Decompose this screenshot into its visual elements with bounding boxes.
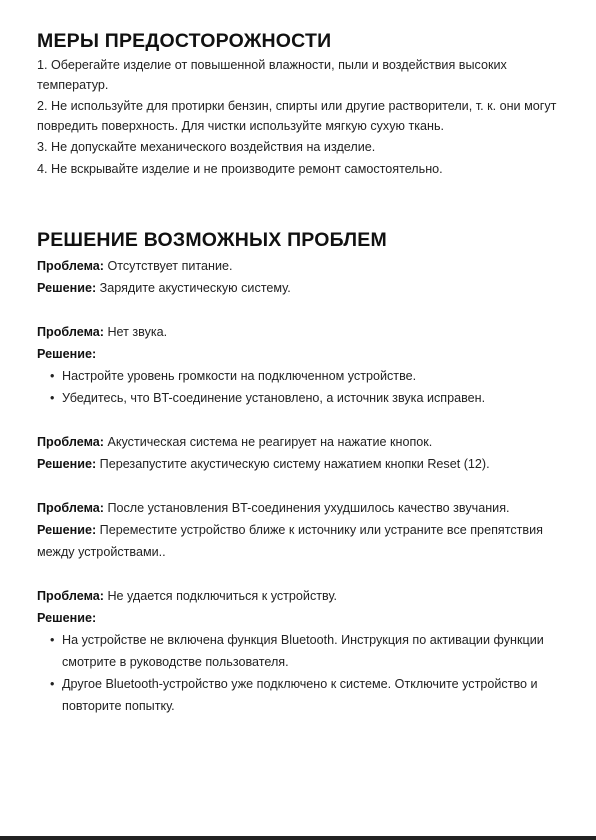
problem-text: Акустическая система не реагирует на нажатие кнопок.	[107, 435, 433, 449]
precaution-item: 4. Не вскрывайте изделие и не производите ремонт самостоятельно.	[37, 161, 443, 176]
solution-line	[37, 277, 562, 299]
problem-group	[37, 321, 562, 409]
problem-group	[37, 431, 562, 475]
solution-label: Решение:	[37, 523, 97, 537]
solution-label: Решение:	[37, 347, 97, 361]
solution-bullet-text: Убедитесь, что BT-соединение установлено, а источник звука исправен.	[62, 391, 486, 405]
problem-line	[37, 431, 562, 453]
problem-text: Нет звука.	[107, 325, 168, 339]
problem-label: Проблема:	[37, 435, 104, 449]
solution-label: Решение:	[37, 611, 97, 625]
problem-line	[37, 585, 562, 607]
problem-text: Отсутствует питание.	[107, 259, 233, 273]
solution-label: Решение:	[37, 457, 97, 471]
bullet-icon: •	[50, 369, 55, 383]
solution-bullet	[50, 387, 562, 409]
problem-group	[37, 585, 562, 717]
problem-text: Не удается подключиться к устройству.	[107, 589, 337, 603]
solution-bullet-text: Настройте уровень громкости на подключенном устройстве.	[62, 369, 417, 383]
troubleshooting-section	[37, 227, 562, 717]
solution-line	[37, 453, 562, 475]
problem-line	[37, 321, 562, 343]
solution-bullet	[50, 629, 562, 673]
page-bottom-rule	[0, 836, 596, 840]
precautions-list	[37, 56, 562, 179]
problem-label: Проблема:	[37, 501, 104, 515]
solution-bullet	[50, 673, 562, 717]
solution-text: Перезапустите акустическую систему нажатием кнопки Reset (12).	[99, 457, 490, 471]
problem-label: Проблема:	[37, 325, 104, 339]
problem-group	[37, 255, 562, 299]
problem-label: Проблема:	[37, 259, 104, 273]
precaution-item: 2. Не используйте для протирки бензин, спирты или другие растворители, т. к. они могут повредить поверхность. Для чистки используйте мягкую сухую ткань.	[37, 99, 557, 133]
problem-group	[37, 497, 562, 563]
solution-bullet-text: На устройстве не включена функция Bluetooth. Инструкция по активации функции смотрите в руководстве пользователя.	[62, 633, 544, 669]
manual-page	[37, 28, 562, 717]
problem-label: Проблема:	[37, 589, 104, 603]
solution-bullet-text: Другое Bluetooth-устройство уже подключено к системе. Отключите устройство и повторите попытку.	[62, 677, 538, 713]
solution-line	[37, 343, 562, 365]
problem-line	[37, 497, 562, 519]
solution-text: Переместите устройство ближе к источнику или устраните все препятствия между устройствами..	[37, 523, 543, 559]
precautions-heading: МЕРЫ ПРЕДОСТОРОЖНОСТИ	[37, 30, 332, 52]
bullet-icon: •	[50, 391, 55, 405]
solution-line	[37, 607, 562, 629]
solution-bullet	[50, 365, 562, 387]
bullet-icon: •	[50, 633, 55, 647]
precaution-item: 3. Не допускайте механического воздействия на изделие.	[37, 140, 376, 154]
solution-label: Решение:	[37, 281, 97, 295]
problem-line	[37, 255, 562, 277]
troubleshooting-heading: РЕШЕНИЕ ВОЗМОЖНЫХ ПРОБЛЕМ	[37, 229, 387, 251]
solution-line	[37, 519, 562, 563]
precaution-item: 1. Оберегайте изделие от повышенной влажности, пыли и воздействия высоких температур.	[37, 58, 507, 92]
solution-bullet-list	[37, 365, 562, 409]
bullet-icon: •	[50, 677, 55, 691]
solution-bullet-list	[37, 629, 562, 717]
problem-text: После установления BT-соединения ухудшилось качество звучания.	[107, 501, 510, 515]
solution-text: Зарядите акустическую систему.	[99, 281, 291, 295]
